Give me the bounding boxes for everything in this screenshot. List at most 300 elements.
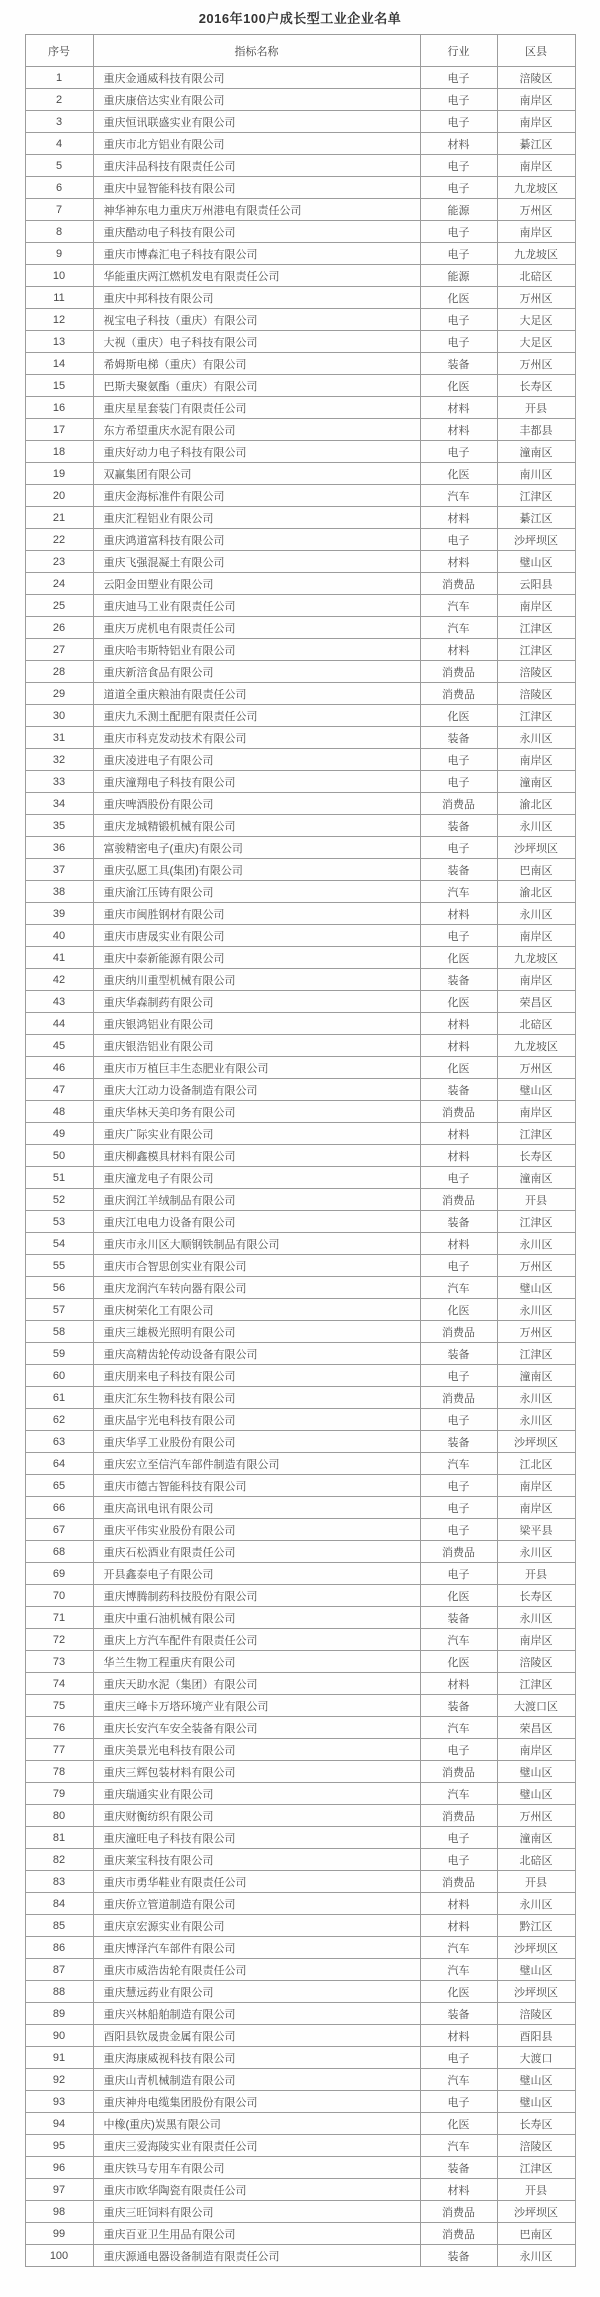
table-row: [25, 463, 575, 485]
company-name-cell: 重庆市北方铝业有限公司: [93, 133, 420, 155]
seq-cell: 48: [25, 1101, 93, 1123]
district-cell: 南岸区: [497, 749, 575, 771]
table-row: [25, 2091, 575, 2113]
table-row: [25, 1915, 575, 1937]
table-row: [25, 419, 575, 441]
seq-cell: 73: [25, 1651, 93, 1673]
industry-cell: 电子: [420, 749, 497, 771]
company-name-cell: 重庆博腾制药科技股份有限公司: [93, 1585, 420, 1607]
table-row: [25, 221, 575, 243]
company-name-cell: 重庆海康威视科技有限公司: [93, 2047, 420, 2069]
seq-cell: 95: [25, 2135, 93, 2157]
company-name-cell: 重庆渝江压铸有限公司: [93, 881, 420, 903]
district-cell: 南岸区: [497, 1629, 575, 1651]
industry-cell: 电子: [420, 309, 497, 331]
industry-cell: 电子: [420, 331, 497, 353]
industry-cell: 化医: [420, 991, 497, 1013]
district-cell: 南岸区: [497, 1497, 575, 1519]
seq-cell: 7: [25, 199, 93, 221]
district-cell: 南岸区: [497, 1101, 575, 1123]
industry-cell: 装备: [420, 2245, 497, 2267]
seq-cell: 35: [25, 815, 93, 837]
table-row: [25, 1123, 575, 1145]
table-row: [25, 1057, 575, 1079]
seq-cell: 55: [25, 1255, 93, 1277]
company-name-cell: 重庆银浩铝业有限公司: [93, 1035, 420, 1057]
seq-cell: 87: [25, 1959, 93, 1981]
seq-cell: 84: [25, 1893, 93, 1915]
industry-cell: 电子: [420, 1409, 497, 1431]
industry-cell: 消费品: [420, 2223, 497, 2245]
company-name-cell: 云阳金田塑业有限公司: [93, 573, 420, 595]
company-name-cell: 重庆树荣化工有限公司: [93, 1299, 420, 1321]
seq-cell: 49: [25, 1123, 93, 1145]
table-row: [25, 1541, 575, 1563]
table-row: [25, 2135, 575, 2157]
industry-cell: 汽车: [420, 881, 497, 903]
seq-cell: 45: [25, 1035, 93, 1057]
table-row: [25, 507, 575, 529]
industry-cell: 化医: [420, 463, 497, 485]
district-cell: 万州区: [497, 1057, 575, 1079]
company-name-cell: 重庆康倍达实业有限公司: [93, 89, 420, 111]
district-cell: 璧山区: [497, 1079, 575, 1101]
table-header-row: [25, 35, 575, 67]
seq-cell: 14: [25, 353, 93, 375]
industry-cell: 汽车: [420, 1937, 497, 1959]
company-name-cell: 重庆三辉包装材料有限公司: [93, 1761, 420, 1783]
table-row: [25, 991, 575, 1013]
industry-cell: 材料: [420, 1233, 497, 1255]
company-name-cell: 重庆汇程铝业有限公司: [93, 507, 420, 529]
industry-cell: 装备: [420, 969, 497, 991]
industry-cell: 汽车: [420, 1453, 497, 1475]
district-cell: 江北区: [497, 1453, 575, 1475]
table-row: [25, 1959, 575, 1981]
industry-cell: 化医: [420, 1299, 497, 1321]
table-row: [25, 1299, 575, 1321]
seq-cell: 100: [25, 2245, 93, 2267]
district-cell: 江津区: [497, 1123, 575, 1145]
table-row: [25, 1563, 575, 1585]
table-row: [25, 1365, 575, 1387]
table-row: [25, 309, 575, 331]
table-row: [25, 903, 575, 925]
industry-cell: 装备: [420, 353, 497, 375]
table-row: [25, 1673, 575, 1695]
industry-cell: 装备: [420, 1431, 497, 1453]
district-cell: 沙坪坝区: [497, 1937, 575, 1959]
district-cell: 涪陵区: [497, 1651, 575, 1673]
table-row: [25, 1739, 575, 1761]
seq-cell: 51: [25, 1167, 93, 1189]
company-name-cell: 神华神东电力重庆万州港电有限责任公司: [93, 199, 420, 221]
company-name-cell: 重庆财衡纺织有限公司: [93, 1805, 420, 1827]
seq-cell: 53: [25, 1211, 93, 1233]
district-cell: 南岸区: [497, 155, 575, 177]
table-row: [25, 2025, 575, 2047]
industry-cell: 材料: [420, 1123, 497, 1145]
table-row: [25, 1827, 575, 1849]
seq-cell: 15: [25, 375, 93, 397]
table-row: [25, 639, 575, 661]
seq-cell: 86: [25, 1937, 93, 1959]
company-name-cell: 重庆高精齿轮传动设备有限公司: [93, 1343, 420, 1365]
table-row: [25, 1453, 575, 1475]
table-row: [25, 1651, 575, 1673]
seq-cell: 10: [25, 265, 93, 287]
company-name-cell: 重庆市合智思创实业有限公司: [93, 1255, 420, 1277]
district-cell: 南岸区: [497, 89, 575, 111]
company-name-cell: 酉阳县钦晟贵金属有限公司: [93, 2025, 420, 2047]
table-row: [25, 2003, 575, 2025]
seq-cell: 82: [25, 1849, 93, 1871]
district-cell: 南岸区: [497, 925, 575, 947]
seq-cell: 13: [25, 331, 93, 353]
company-name-cell: 重庆华森制药有限公司: [93, 991, 420, 1013]
district-cell: 开县: [497, 2179, 575, 2201]
seq-cell: 23: [25, 551, 93, 573]
district-cell: 巴南区: [497, 859, 575, 881]
district-cell: 璧山区: [497, 1277, 575, 1299]
industry-cell: 电子: [420, 1849, 497, 1871]
district-cell: 綦江区: [497, 507, 575, 529]
seq-cell: 32: [25, 749, 93, 771]
company-name-cell: 重庆市永川区大顺钢铁制品有限公司: [93, 1233, 420, 1255]
industry-cell: 电子: [420, 1519, 497, 1541]
table-row: [25, 1409, 575, 1431]
company-name-cell: 重庆莱宝科技有限公司: [93, 1849, 420, 1871]
district-cell: 永川区: [497, 1607, 575, 1629]
table-row: [25, 1233, 575, 1255]
industry-cell: 材料: [420, 903, 497, 925]
industry-cell: 电子: [420, 771, 497, 793]
district-cell: 涪陵区: [497, 2135, 575, 2157]
seq-cell: 42: [25, 969, 93, 991]
seq-cell: 28: [25, 661, 93, 683]
seq-cell: 67: [25, 1519, 93, 1541]
company-name-cell: 重庆高讯电讯有限公司: [93, 1497, 420, 1519]
company-name-cell: 重庆潼旺电子科技有限公司: [93, 1827, 420, 1849]
table-row: [25, 2223, 575, 2245]
industry-cell: 电子: [420, 243, 497, 265]
industry-cell: 装备: [420, 2003, 497, 2025]
seq-cell: 25: [25, 595, 93, 617]
table-row: [25, 1431, 575, 1453]
company-name-cell: 重庆京宏源实业有限公司: [93, 1915, 420, 1937]
district-cell: 永川区: [497, 1387, 575, 1409]
industry-cell: 汽车: [420, 595, 497, 617]
district-cell: 南岸区: [497, 111, 575, 133]
company-name-cell: 重庆市欧华陶瓷有限责任公司: [93, 2179, 420, 2201]
district-cell: 万州区: [497, 1321, 575, 1343]
company-name-cell: 重庆博泽汽车部件有限公司: [93, 1937, 420, 1959]
industry-cell: 化医: [420, 2113, 497, 2135]
industry-cell: 汽车: [420, 1959, 497, 1981]
table-row: [25, 2157, 575, 2179]
seq-cell: 22: [25, 529, 93, 551]
seq-cell: 38: [25, 881, 93, 903]
table-row: [25, 925, 575, 947]
seq-cell: 46: [25, 1057, 93, 1079]
district-cell: 巴南区: [497, 2223, 575, 2245]
company-name-cell: 重庆长安汽车安全装备有限公司: [93, 1717, 420, 1739]
company-name-cell: 重庆市万植巨丰生态肥业有限公司: [93, 1057, 420, 1079]
seq-cell: 68: [25, 1541, 93, 1563]
table-row: [25, 89, 575, 111]
industry-cell: 材料: [420, 1013, 497, 1035]
table-row: [25, 815, 575, 837]
industry-cell: 电子: [420, 529, 497, 551]
district-cell: 南岸区: [497, 969, 575, 991]
seq-cell: 16: [25, 397, 93, 419]
district-cell: 永川区: [497, 1233, 575, 1255]
industry-cell: 汽车: [420, 2069, 497, 2091]
industry-cell: 材料: [420, 419, 497, 441]
industry-cell: 消费品: [420, 573, 497, 595]
table-row: [25, 551, 575, 573]
company-name-cell: 重庆山青机械制造有限公司: [93, 2069, 420, 2091]
company-name-cell: 华能重庆两江燃机发电有限责任公司: [93, 265, 420, 287]
table-row: [25, 1035, 575, 1057]
district-cell: 荣昌区: [497, 991, 575, 1013]
district-cell: 开县: [497, 1563, 575, 1585]
company-name-cell: 重庆潼龙电子有限公司: [93, 1167, 420, 1189]
district-cell: 江津区: [497, 2157, 575, 2179]
district-cell: 沙坪坝区: [497, 2201, 575, 2223]
table-row: [25, 331, 575, 353]
company-name-cell: 重庆好动力电子科技有限公司: [93, 441, 420, 463]
industry-cell: 电子: [420, 221, 497, 243]
company-name-cell: 重庆纳川重型机械有限公司: [93, 969, 420, 991]
district-cell: 江津区: [497, 705, 575, 727]
table-row: [25, 1783, 575, 1805]
company-name-cell: 重庆美景光电科技有限公司: [93, 1739, 420, 1761]
table-row: [25, 67, 575, 89]
seq-cell: 11: [25, 287, 93, 309]
seq-cell: 21: [25, 507, 93, 529]
district-cell: 江津区: [497, 1211, 575, 1233]
seq-cell: 75: [25, 1695, 93, 1717]
company-name-cell: 重庆三峰卡万塔环境产业有限公司: [93, 1695, 420, 1717]
industry-cell: 汽车: [420, 1717, 497, 1739]
seq-cell: 41: [25, 947, 93, 969]
district-cell: 沙坪坝区: [497, 837, 575, 859]
industry-cell: 电子: [420, 111, 497, 133]
table-row: [25, 595, 575, 617]
company-name-cell: 重庆凌进电子有限公司: [93, 749, 420, 771]
seq-cell: 39: [25, 903, 93, 925]
seq-cell: 1: [25, 67, 93, 89]
seq-cell: 18: [25, 441, 93, 463]
company-name-cell: 重庆大江动力设备制造有限公司: [93, 1079, 420, 1101]
district-cell: 云阳县: [497, 573, 575, 595]
seq-cell: 65: [25, 1475, 93, 1497]
table-row: [25, 1255, 575, 1277]
company-name-cell: 重庆平伟实业股份有限公司: [93, 1519, 420, 1541]
industry-cell: 消费品: [420, 1387, 497, 1409]
seq-cell: 54: [25, 1233, 93, 1255]
industry-cell: 化医: [420, 1651, 497, 1673]
table-row: [25, 617, 575, 639]
company-name-cell: 重庆万虎机电有限责任公司: [93, 617, 420, 639]
district-cell: 南岸区: [497, 1475, 575, 1497]
industry-cell: 电子: [420, 67, 497, 89]
table-row: [25, 287, 575, 309]
industry-cell: 化医: [420, 375, 497, 397]
seq-cell: 58: [25, 1321, 93, 1343]
seq-cell: 99: [25, 2223, 93, 2245]
industry-cell: 电子: [420, 177, 497, 199]
district-cell: 潼南区: [497, 1365, 575, 1387]
table-row: [25, 683, 575, 705]
header-name: 指标名称: [93, 35, 420, 67]
seq-cell: 4: [25, 133, 93, 155]
seq-cell: 89: [25, 2003, 93, 2025]
company-name-cell: 重庆市闽胜钢材有限公司: [93, 903, 420, 925]
company-name-cell: 重庆铁马专用车有限公司: [93, 2157, 420, 2179]
table-row: [25, 1277, 575, 1299]
company-name-cell: 重庆神舟电缆集团股份有限公司: [93, 2091, 420, 2113]
industry-cell: 电子: [420, 1475, 497, 1497]
table-row: [25, 177, 575, 199]
industry-cell: 电子: [420, 925, 497, 947]
industry-cell: 消费品: [420, 1321, 497, 1343]
industry-cell: 装备: [420, 815, 497, 837]
district-cell: 北碚区: [497, 265, 575, 287]
company-name-cell: 重庆龙城精锻机械有限公司: [93, 815, 420, 837]
district-cell: 长寿区: [497, 1145, 575, 1167]
table-row: [25, 837, 575, 859]
table-row: [25, 2245, 575, 2267]
company-name-cell: 重庆哈韦斯特铝业有限公司: [93, 639, 420, 661]
seq-cell: 59: [25, 1343, 93, 1365]
company-name-cell: 重庆银鸿铝业有限公司: [93, 1013, 420, 1035]
industry-cell: 电子: [420, 1167, 497, 1189]
district-cell: 永川区: [497, 903, 575, 925]
industry-cell: 装备: [420, 1607, 497, 1629]
district-cell: 万州区: [497, 199, 575, 221]
company-name-cell: 重庆宏立至信汽车部件制造有限公司: [93, 1453, 420, 1475]
seq-cell: 9: [25, 243, 93, 265]
district-cell: 涪陵区: [497, 683, 575, 705]
seq-cell: 12: [25, 309, 93, 331]
header-industry: 行业: [420, 35, 497, 67]
table-row: [25, 793, 575, 815]
district-cell: 涪陵区: [497, 661, 575, 683]
table-row: [25, 133, 575, 155]
industry-cell: 装备: [420, 1343, 497, 1365]
district-cell: 梁平县: [497, 1519, 575, 1541]
company-name-cell: 重庆市德古智能科技有限公司: [93, 1475, 420, 1497]
table-row: [25, 1629, 575, 1651]
table-row: [25, 1101, 575, 1123]
industry-cell: 能源: [420, 265, 497, 287]
seq-cell: 80: [25, 1805, 93, 1827]
company-name-cell: 东方希望重庆水泥有限公司: [93, 419, 420, 441]
table-row: [25, 2113, 575, 2135]
district-cell: 大渡口区: [497, 1695, 575, 1717]
district-cell: 沙坪坝区: [497, 1431, 575, 1453]
company-name-cell: 重庆晶宇光电科技有限公司: [93, 1409, 420, 1431]
industry-cell: 电子: [420, 1739, 497, 1761]
industry-cell: 材料: [420, 551, 497, 573]
table-row: [25, 199, 575, 221]
company-name-cell: 重庆中重石油机械有限公司: [93, 1607, 420, 1629]
district-cell: 江津区: [497, 639, 575, 661]
company-name-cell: 重庆啤酒股份有限公司: [93, 793, 420, 815]
district-cell: 涪陵区: [497, 67, 575, 89]
header-district: 区县: [497, 35, 575, 67]
seq-cell: 72: [25, 1629, 93, 1651]
district-cell: 璧山区: [497, 2069, 575, 2091]
seq-cell: 30: [25, 705, 93, 727]
industry-cell: 消费品: [420, 1189, 497, 1211]
company-name-cell: 重庆中显智能科技有限公司: [93, 177, 420, 199]
table-row: [25, 1013, 575, 1035]
table-row: [25, 1893, 575, 1915]
district-cell: 九龙坡区: [497, 177, 575, 199]
seq-cell: 60: [25, 1365, 93, 1387]
industry-cell: 消费品: [420, 661, 497, 683]
table-row: [25, 1937, 575, 1959]
company-name-cell: 重庆龙润汽车转向器有限公司: [93, 1277, 420, 1299]
seq-cell: 27: [25, 639, 93, 661]
industry-cell: 装备: [420, 859, 497, 881]
district-cell: 江津区: [497, 1673, 575, 1695]
table-row: [25, 2047, 575, 2069]
company-name-cell: 重庆市威浩齿轮有限责任公司: [93, 1959, 420, 1981]
industry-cell: 电子: [420, 1255, 497, 1277]
company-name-cell: 重庆市博森汇电子科技有限公司: [93, 243, 420, 265]
seq-cell: 62: [25, 1409, 93, 1431]
company-name-cell: 重庆市科克发动技术有限公司: [93, 727, 420, 749]
district-cell: 大足区: [497, 331, 575, 353]
industry-cell: 汽车: [420, 1277, 497, 1299]
industry-cell: 化医: [420, 287, 497, 309]
company-name-cell: 重庆三旺饲料有限公司: [93, 2201, 420, 2223]
district-cell: 潼南区: [497, 1167, 575, 1189]
company-name-cell: 重庆华林天美印务有限公司: [93, 1101, 420, 1123]
seq-cell: 34: [25, 793, 93, 815]
industry-cell: 电子: [420, 837, 497, 859]
seq-cell: 31: [25, 727, 93, 749]
district-cell: 万州区: [497, 353, 575, 375]
company-name-cell: 希姆斯电梯（重庆）有限公司: [93, 353, 420, 375]
table-row: [25, 727, 575, 749]
industry-cell: 消费品: [420, 2201, 497, 2223]
district-cell: 长寿区: [497, 1585, 575, 1607]
table-row: [25, 375, 575, 397]
district-cell: 九龙坡区: [497, 947, 575, 969]
seq-cell: 63: [25, 1431, 93, 1453]
district-cell: 开县: [497, 1189, 575, 1211]
page-title: 2016年100户成长型工业企业名单: [198, 11, 402, 26]
table-row: [25, 397, 575, 419]
industry-cell: 消费品: [420, 1541, 497, 1563]
table-row: [25, 1849, 575, 1871]
table-row: [25, 353, 575, 375]
table-row: [25, 661, 575, 683]
company-name-cell: 开县鑫泰电子有限公司: [93, 1563, 420, 1585]
district-cell: 永川区: [497, 1409, 575, 1431]
industry-cell: 材料: [420, 1673, 497, 1695]
company-name-cell: 重庆石松酒业有限责任公司: [93, 1541, 420, 1563]
company-name-cell: 重庆弘愿工具(集团)有限公司: [93, 859, 420, 881]
district-cell: 南川区: [497, 463, 575, 485]
seq-cell: 96: [25, 2157, 93, 2179]
company-name-cell: 重庆侨立管道制造有限公司: [93, 1893, 420, 1915]
